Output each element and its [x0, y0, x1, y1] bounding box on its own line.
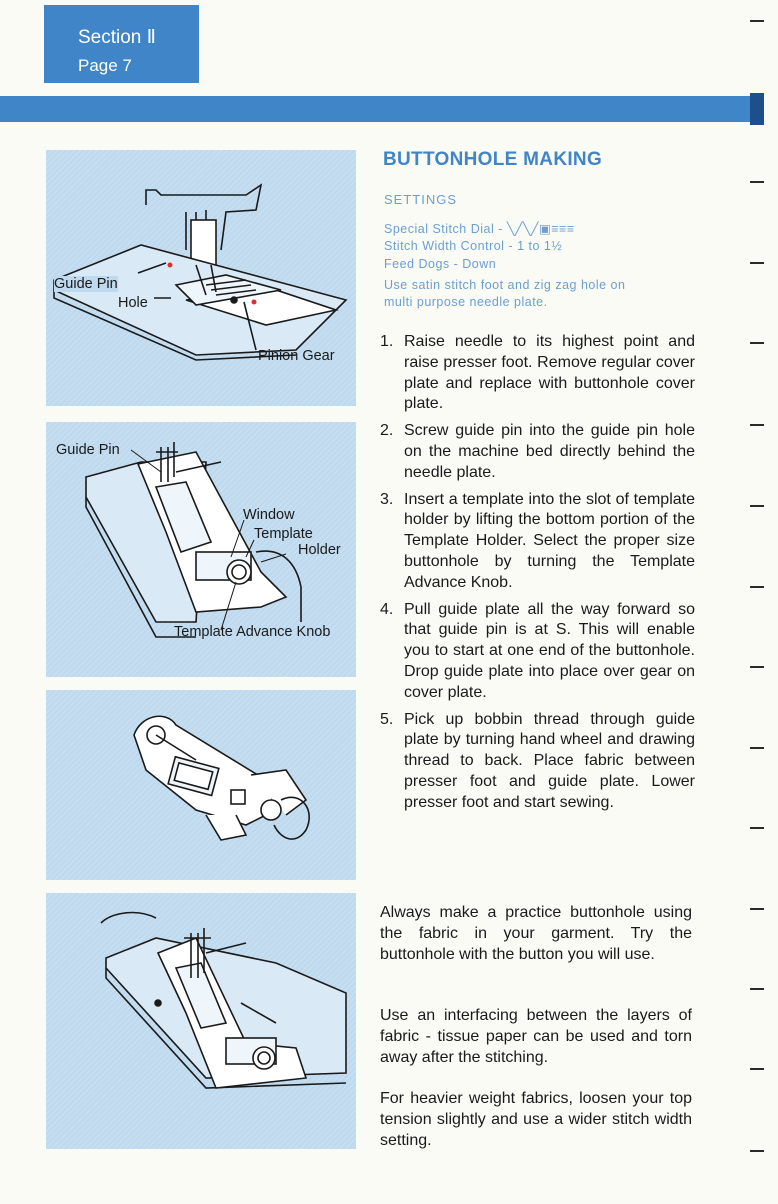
step-item: [380, 600, 695, 704]
edge-mark: [750, 666, 764, 668]
step-text: Insert a template into the slot of template holder by lifting the bottom portion of the Template Holder. Select the proper size buttonhole by turning the Template Advance Knob.: [404, 490, 695, 591]
edge-mark: [750, 586, 764, 588]
assembled-illustration: [46, 893, 356, 1149]
setting-note-line1: Use satin stitch foot and zig zag hole on: [384, 278, 626, 292]
step-text: Pick up bobbin thread through guide plate by turning hand wheel and drawing thread to back. Place fabric between presser foot and guide plate. Lower presser foot and start sewing.: [404, 710, 695, 811]
setting-feed-dogs: Feed Dogs - Down: [384, 257, 497, 271]
label-window: Window: [243, 507, 295, 523]
settings-heading: SETTINGS: [384, 192, 458, 207]
setting-stitch-width: Stitch Width Control - 1 to 1½: [384, 239, 563, 253]
edge-tab: [750, 93, 764, 125]
step-item: [380, 710, 695, 814]
step-item: [380, 490, 695, 594]
page-title: BUTTONHOLE MAKING: [383, 149, 603, 170]
label-guide-pin: Guide Pin: [54, 276, 118, 292]
header-bar: [0, 96, 752, 122]
label-template: Template: [254, 526, 313, 542]
setting-note-line2: multi purpose needle plate.: [384, 295, 548, 309]
step-text: Pull guide plate all the way forward so that guide pin is at S. This will enable you to start at one end of the buttonhole. Drop guide plate into place over gear on cover plate.: [404, 600, 695, 701]
page-label: Page 7: [78, 56, 132, 75]
edge-mark: [750, 1068, 764, 1070]
step-item: [380, 332, 695, 415]
section-tab: [44, 5, 199, 83]
edge-mark: [750, 262, 764, 264]
edge-mark: [750, 988, 764, 990]
edge-mark: [750, 908, 764, 910]
section-label: Section Ⅱ: [78, 27, 157, 48]
label-holder: Holder: [298, 542, 341, 558]
step-text: Screw guide pin into the guide pin hole on the machine bed directly behind the needle plate.: [404, 422, 695, 481]
steps-list: [380, 332, 695, 820]
edge-mark: [750, 20, 764, 22]
edge-mark: [750, 342, 764, 344]
label-hole: Hole: [118, 295, 148, 311]
edge-mark: [750, 1150, 764, 1152]
guide-plate-illustration: [46, 690, 356, 880]
step-text: Raise needle to its highest point and raise presser foot. Remove regular cover plate and replace with buttonhole cover plate.: [404, 333, 695, 413]
figure-guide-pin-hole: [46, 150, 356, 406]
figure-guide-plate: [46, 690, 356, 880]
edge-mark: [750, 747, 764, 749]
note-heavier-fabrics: For heavier weight fabrics, loosen your top tension slightly and use a wider stitch width setting.: [380, 1090, 692, 1149]
step-number: 3.: [380, 490, 394, 508]
step-number: 2.: [380, 422, 394, 440]
setting-special-stitch: Special Stitch Dial - ╲╱╲╱▣≡≡≡: [384, 222, 575, 236]
edge-mark: [750, 424, 764, 426]
note-practice-buttonhole: Always make a practice buttonhole using the fabric in your garment. Try the buttonhole with the button you will use.: [380, 904, 692, 963]
label-guide-pin: Guide Pin: [56, 442, 120, 458]
step-number: 5.: [380, 710, 394, 728]
label-pinion-gear: Pinion Gear: [258, 348, 335, 364]
figure-machine-assembled: [46, 893, 356, 1149]
edge-mark: [750, 505, 764, 507]
edge-mark: [750, 181, 764, 183]
figure-template-holder: [46, 422, 356, 677]
step-number: 1.: [380, 333, 394, 350]
step-item: [380, 421, 695, 483]
label-template-advance-knob: Template Advance Knob: [174, 624, 331, 640]
note-interfacing: Use an interfacing between the layers of fabric - tissue paper can be used and torn away after the stitching.: [380, 1007, 692, 1066]
step-number: 4.: [380, 600, 394, 618]
edge-mark: [750, 827, 764, 829]
